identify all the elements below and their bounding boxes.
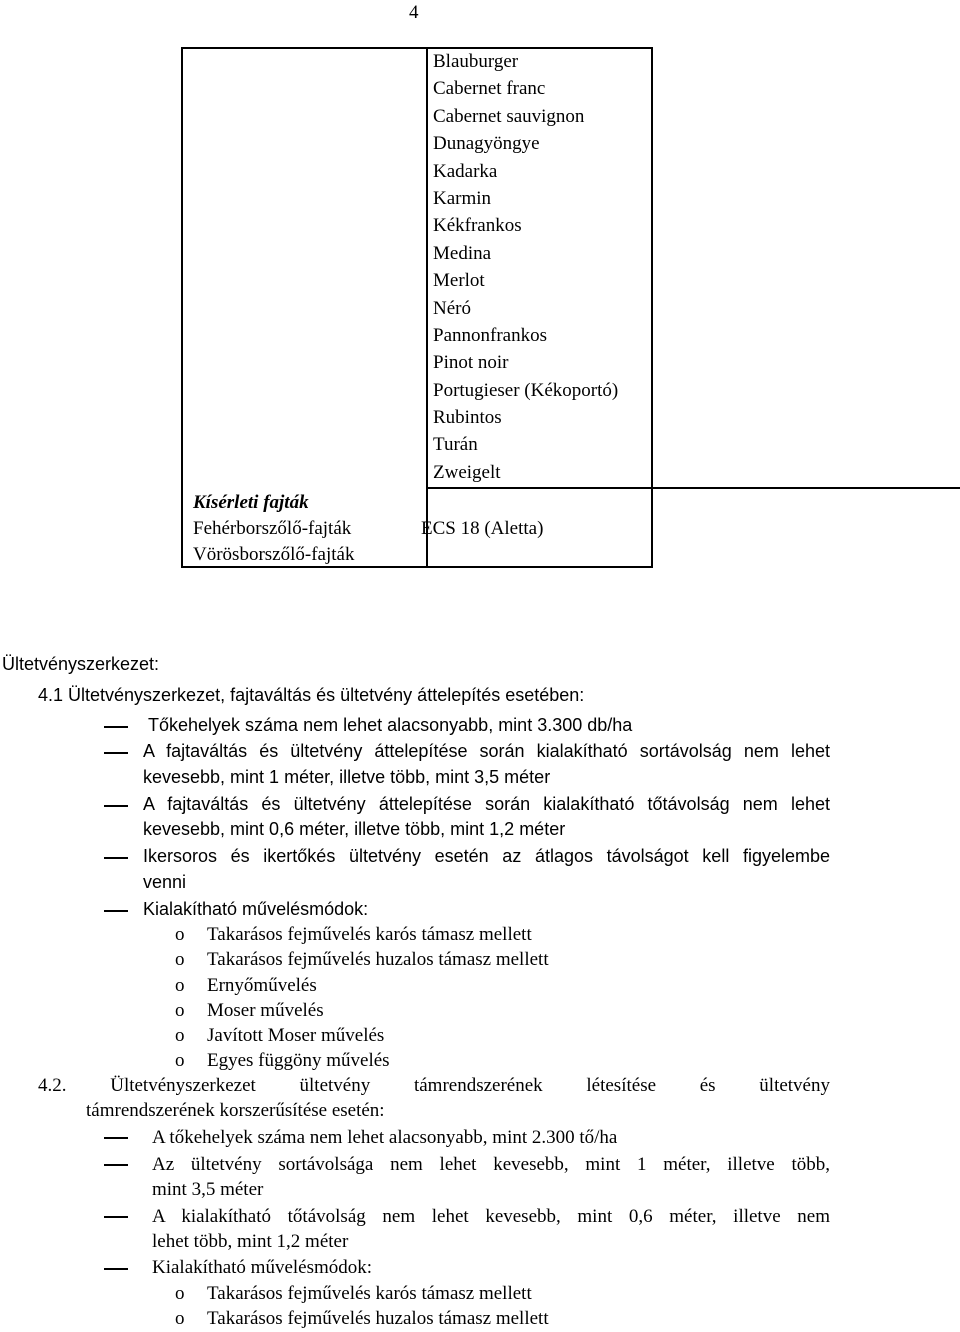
red-variety-item: Pannonfrankos [433, 324, 547, 346]
red-variety-item: Karmin [433, 187, 492, 209]
red-variety-item: Rubintos [433, 407, 502, 429]
circle-bullet-icon: o [175, 1050, 185, 1071]
circle-bullet-icon: o [175, 1025, 185, 1046]
red-variety-item: Kékfrankos [433, 215, 522, 237]
dash-bullet [104, 752, 128, 754]
bullet-text: Tőkehelyek száma nem lehet alacsonyabb, mint 3.300 db/ha [148, 715, 633, 735]
bullet-text: A kialakítható tőtávolság nem lehet kevesebb, mint 0,6 méter, illetve nem [152, 1206, 830, 1227]
experimental-varieties-title: Kísérleti fajták [193, 492, 309, 513]
red-variety-item: Pinot noir [433, 352, 509, 374]
red-variety-item: Turán [433, 434, 478, 456]
red-variety-item: Kadarka [433, 160, 498, 182]
red-variety-item: Zweigelt [433, 461, 501, 483]
red-variety-item: Cabernet franc [433, 78, 546, 100]
method-item: Takarásos fejművelés karós támasz mellett [207, 924, 532, 945]
page-number: 4 [409, 2, 419, 23]
red-variety-item: Merlot [433, 270, 485, 292]
dash-bullet [104, 1137, 128, 1139]
bullet-text: lehet több, mint 1,2 méter [152, 1231, 349, 1252]
dash-bullet [104, 805, 128, 807]
table-border-top [181, 47, 653, 49]
method-item: Egyes függöny művelés [207, 1050, 390, 1071]
red-variety-item: Blauburger [433, 51, 519, 72]
red-variety-item: Néró [433, 297, 471, 319]
bullet-text: Kialakítható művelésmódok: [152, 1257, 373, 1278]
circle-bullet-icon: o [175, 1308, 185, 1329]
dash-bullet [104, 857, 128, 859]
bullet-text: Kialakítható művelésmódok: [143, 899, 369, 919]
section-heading: Ültetvényszerkezet: [2, 654, 160, 674]
bullet-text: kevesebb, mint 0,6 méter, illetve több, mint 1,2 méter [143, 819, 566, 839]
method-item: Takarásos fejművelés huzalos támasz mellett [207, 1308, 549, 1329]
table-border-right [651, 47, 653, 567]
section-4-2-title: 4.2. Ültetvényszerkezet ültetvény támrendszerének létesítése és ültetvény [38, 1075, 830, 1096]
red-variety-item: Portugieser (Kékoportó) [433, 379, 619, 401]
method-item: Takarásos fejművelés karós támasz mellett [207, 1283, 532, 1304]
white-varieties-label: Fehérborszőlő-fajták [193, 518, 352, 539]
bullet-text: Ikersoros és ikertőkés ültetvény esetén az átlagos távolságot kell figyelembe [143, 846, 830, 866]
section-4-1-title: 4.1 Ültetvényszerkezet, fajtaváltás és ültetvény áttelepítés esetében: [38, 685, 585, 705]
table-column-divider [426, 47, 428, 567]
method-item: Takarásos fejművelés huzalos támasz mellett [207, 949, 549, 970]
bullet-text: A fajtaváltás és ültetvény áttelepítése során kialakítható tőtávolság nem lehet [143, 794, 830, 814]
experimental-variety: ECS 18 (Aletta) [421, 518, 544, 539]
red-variety-list [433, 52, 618, 490]
bullet-text: A tőkehelyek száma nem lehet alacsonyabb, mint 2.300 tő/ha [152, 1127, 618, 1148]
method-item: Javított Moser művelés [207, 1025, 385, 1046]
bullet-text: A fajtaváltás és ültetvény áttelepítése során kialakítható sortávolság nem lehet [143, 741, 830, 761]
method-item: Ernyőművelés [207, 975, 317, 996]
table-border-left [181, 47, 183, 567]
bullet-text: venni [143, 872, 187, 892]
bullet-text: kevesebb, mint 1 méter, illetve több, mint 3,5 méter [143, 767, 551, 787]
dash-bullet [104, 910, 128, 912]
dash-bullet [104, 1216, 128, 1218]
red-variety-item: Dunagyöngye [433, 133, 540, 155]
dash-bullet [104, 726, 128, 728]
method-item: Moser művelés [207, 1000, 324, 1021]
circle-bullet-icon: o [175, 949, 185, 970]
circle-bullet-icon: o [175, 1283, 185, 1304]
red-variety-item: Cabernet sauvignon [433, 105, 585, 127]
dash-bullet [104, 1164, 128, 1166]
circle-bullet-icon: o [175, 924, 185, 945]
circle-bullet-icon: o [175, 975, 185, 996]
bullet-text: Az ültetvény sortávolsága nem lehet kevesebb, mint 1 méter, illetve több, [152, 1154, 830, 1175]
circle-bullet-icon: o [175, 1000, 185, 1021]
section-4-2-title-continued: támrendszerének korszerűsítése esetén: [86, 1100, 385, 1121]
red-variety-item: Medina [433, 242, 492, 264]
red-varieties-label: Vörösborszőlő-fajták [193, 544, 355, 565]
table-border-bottom [181, 566, 653, 568]
dash-bullet [104, 1268, 128, 1270]
bullet-text: mint 3,5 méter [152, 1179, 264, 1200]
